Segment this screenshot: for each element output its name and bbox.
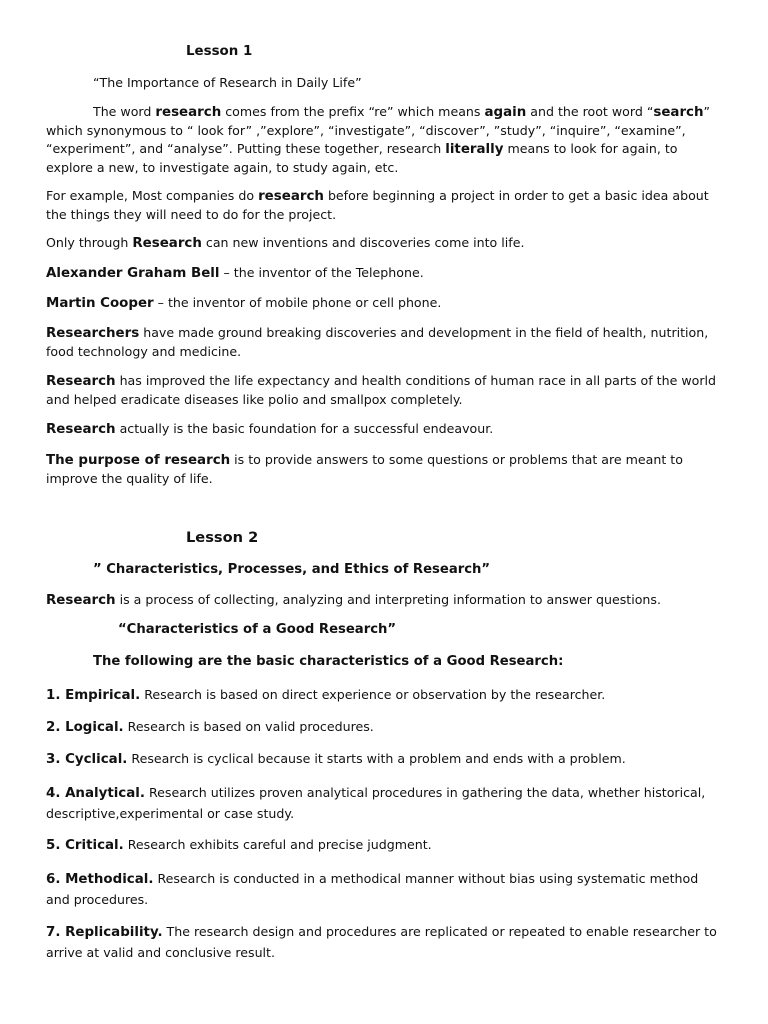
list-item: 6. Methodical. Research is conducted in a methodical manner without bias using systematic method and procedures. [46, 871, 699, 907]
paragraph-bell: Alexander Graham Bell – the inventor of the Telephone. [46, 265, 424, 281]
paragraph-etymology: The word research comes from the prefix “re” which means again and the root word “search” which synonymous to “ look for” ,”explore”, “investigate”, “discover”, ”study”, “inquire”, “examine”, “experiment”, and “analyse”. Putting these together, research literally means to look for again, to explore a new, to investigate again, to study again, etc. [46, 104, 711, 175]
characteristics-intro: The following are the basic characteristics of a Good Research: [93, 654, 564, 669]
list-item: 4. Analytical. Research utilizes proven analytical procedures in gathering the data, whether historical, descriptive,experimental or case study. [46, 785, 706, 821]
list-item: 2. Logical. Research is based on valid procedures. [46, 719, 374, 735]
characteristics-subtitle: “Characteristics of a Good Research” [118, 622, 397, 637]
paragraph-life-expectancy: Research has improved the life expectancy and health conditions of human race in all parts of the world and helped eradicate diseases like polio and smallpox completely. [46, 373, 716, 407]
lesson-2-title: ” Characteristics, Processes, and Ethics of Research” [93, 562, 491, 577]
paragraph-cooper: Martin Cooper – the inventor of mobile phone or cell phone. [46, 295, 442, 311]
lesson-1-title: “The Importance of Research in Daily Life” [93, 75, 362, 90]
paragraph-research-definition: Research is a process of collecting, analyzing and interpreting information to answer questions. [46, 592, 661, 608]
paragraph-foundation: Research actually is the basic foundation for a successful endeavour. [46, 421, 494, 437]
lesson-2-heading: Lesson 2 [186, 529, 259, 546]
list-item: 7. Replicability. The research design and procedures are replicated or repeated to enable researcher to arrive at valid and conclusive result. [46, 924, 717, 960]
paragraph-purpose: The purpose of research is to provide answers to some questions or problems that are meant to improve the quality of life. [46, 452, 683, 486]
list-item: 5. Critical. Research exhibits careful and precise judgment. [46, 837, 432, 853]
paragraph-inventions: Only through Research can new inventions and discoveries come into life. [46, 235, 525, 251]
list-item: 1. Empirical. Research is based on direct experience or observation by the researcher. [46, 687, 606, 703]
paragraph-example: For example, Most companies do research before beginning a project in order to get a basic idea about the things they will need to do for the project. [46, 188, 709, 222]
lesson-1-heading: Lesson 1 [186, 44, 253, 59]
paragraph-researchers: Researchers have made ground breaking discoveries and development in the field of health, nutrition, food technology and medicine. [46, 325, 709, 359]
list-item: 3. Cyclical. Research is cyclical because it starts with a problem and ends with a problem. [46, 751, 626, 767]
